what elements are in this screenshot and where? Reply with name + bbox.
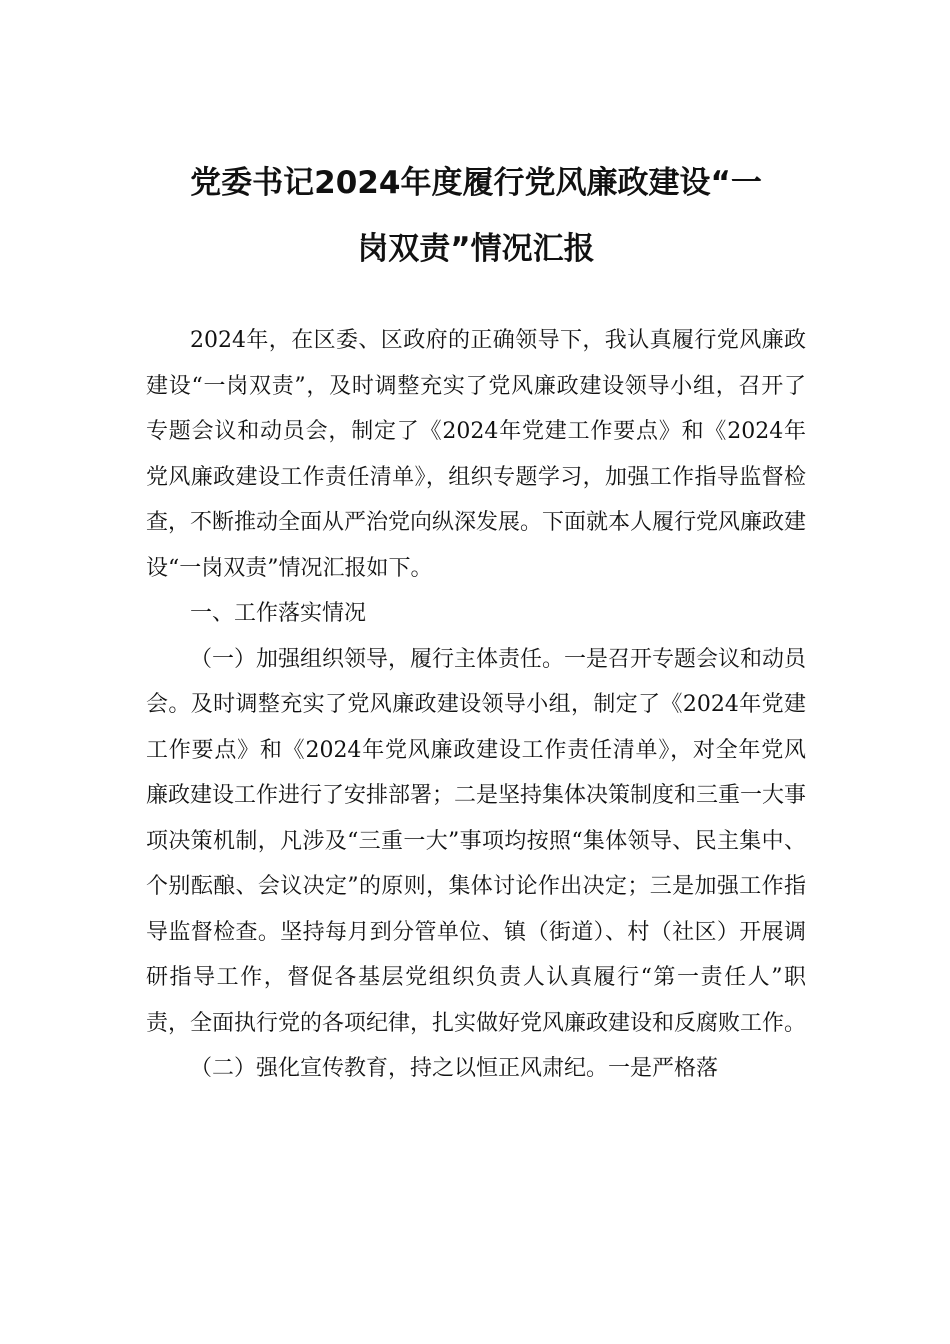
section-1-paragraph-2: （二）强化宣传教育，持之以恒正风肃纪。一是严格落 [190,1056,719,1081]
section-1-paragraph-1: （一）加强组织领导，履行主体责任。一是召开专题会议和动员会。及时调整充实了党风廉政建设领导小组，制定了《2024年党建工作要点》和《2024年党风廉政建设工作责任清单》，对全年党风廉政建设工作进行了安排部署；二是坚持集体决策制度和三重一大事项决策机制，凡涉及“三重一大”事项均按照“集体领导、民主集中、个别酝酿、会议决定”的原则，集体讨论作出决定；三是加强工作指导监督检查。坚持每月到分管单位、镇（街道）、村（社区）开展调研指导工作，督促各基层党组织负责人认真履行“第一责任人”职责，全面执行党的各项纪律，扎实做好党风廉政建设和反腐败工作。 [146,646,807,1036]
title-line-1: 党委书记2024年度履行党风廉政建设“一 [190,165,762,201]
title-line-2: 岗双责”情况汇报 [357,231,595,267]
intro-paragraph: 2024年，在区委、区政府的正确领导下，我认真履行党风廉政建设“一岗双责”，及时调整充实了党风廉政建设领导小组，召开了专题会议和动员会，制定了《2024年党建工作要点》和《2024年党风廉政建设工作责任清单》，组织专题学习，加强工作指导监督检查，不断推动全面从严治党向纵深发展。下面就本人履行党风廉政建设“一岗双责”情况汇报如下。 [146,328,807,581]
document-title [146,150,806,282]
document-body [146,318,806,1092]
document-page [146,150,806,1092]
section-heading-1: 一、工作落实情况 [190,601,367,626]
